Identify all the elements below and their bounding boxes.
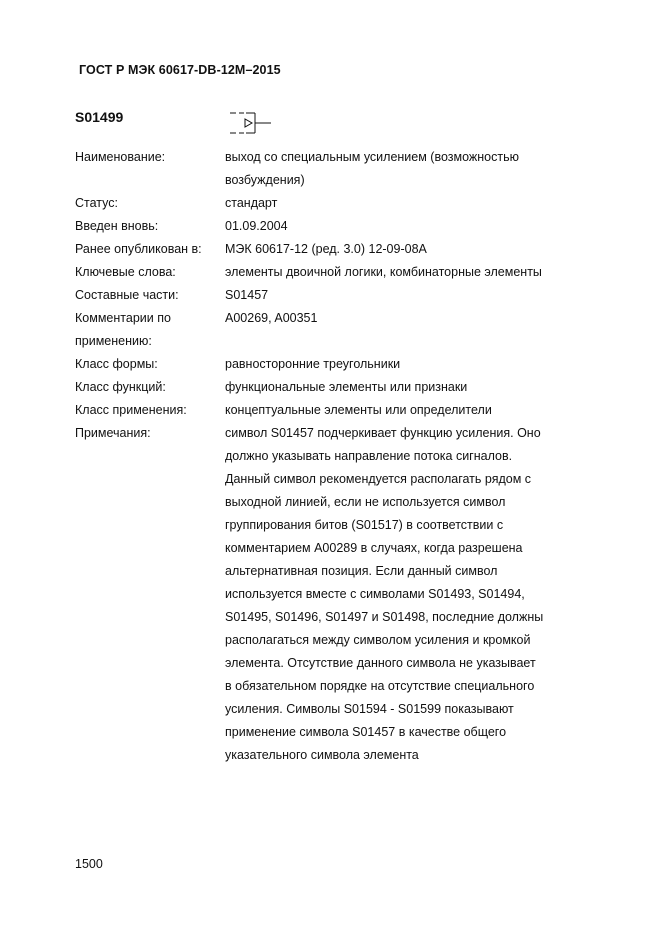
row-shape-class	[75, 353, 575, 376]
row-label: Составные части:	[75, 288, 179, 302]
row-label: Класс функций:	[75, 380, 166, 394]
row-value: S01457	[225, 288, 269, 302]
amplification-output-symbol-icon	[229, 110, 273, 136]
row-value: A00269, A00351	[225, 311, 318, 325]
row-label: Ключевые слова:	[75, 265, 176, 279]
document-header: ГОСТ Р МЭК 60617-DB-12M–2015	[79, 63, 281, 77]
symbol-code: S01499	[75, 109, 124, 125]
row-function-class	[75, 376, 575, 399]
row-application-class	[75, 399, 575, 422]
row-value: стандарт	[225, 196, 278, 210]
row-label: Наименование:	[75, 150, 166, 164]
row-previously-published	[75, 238, 575, 261]
row-value: элементы двоичной логики, комбинаторные элементы	[225, 265, 542, 279]
row-name	[75, 146, 575, 192]
row-value: равносторонние треугольники	[225, 357, 401, 371]
attribute-table	[75, 146, 575, 767]
row-label: Комментарии по применению:	[75, 311, 171, 348]
row-value: функциональные элементы или признаки	[225, 380, 468, 394]
row-value: 01.09.2004	[225, 219, 288, 233]
row-label: Примечания:	[75, 426, 151, 440]
row-label: Класс формы:	[75, 357, 158, 371]
row-value: символ S01457 подчеркивает функцию усиления. Оно должно указывать направление потока сигналов. Данный символ рекомендуется располагать рядом с выходной линией, если не используется символ группирования битов (S01517) в соответствии с комментарием A00289 в случаях, когда разрешена альтернативная позиция. Если данный символ используется вместе с символами S01493, S01494, S01495, S01496, S01497 и S01498, последние должны располагаться между символом усиления и кромкой элемента. Отсутствие данного символа не указывает в обязательном порядке на отсутствие специального усиления. Символы S01594 - S01599 показывают применение символа S01457 в качестве общего указательного символа элемента	[225, 426, 544, 762]
row-value: концептуальные элементы или определители	[225, 403, 492, 417]
row-label: Ранее опубликован в:	[75, 242, 202, 256]
row-label: Класс применения:	[75, 403, 187, 417]
row-keywords	[75, 261, 575, 284]
row-label: Статус:	[75, 196, 118, 210]
row-value: выход со специальным усилением (возможностью возбуждения)	[225, 150, 520, 187]
row-components	[75, 284, 575, 307]
row-value: МЭК 60617-12 (ред. 3.0) 12-09-08А	[225, 242, 427, 256]
row-status	[75, 192, 575, 215]
row-application-notes	[75, 307, 575, 353]
row-notes	[75, 422, 575, 767]
row-introduced	[75, 215, 575, 238]
page-number: 1500	[75, 857, 103, 871]
row-label: Введен вновь:	[75, 219, 159, 233]
